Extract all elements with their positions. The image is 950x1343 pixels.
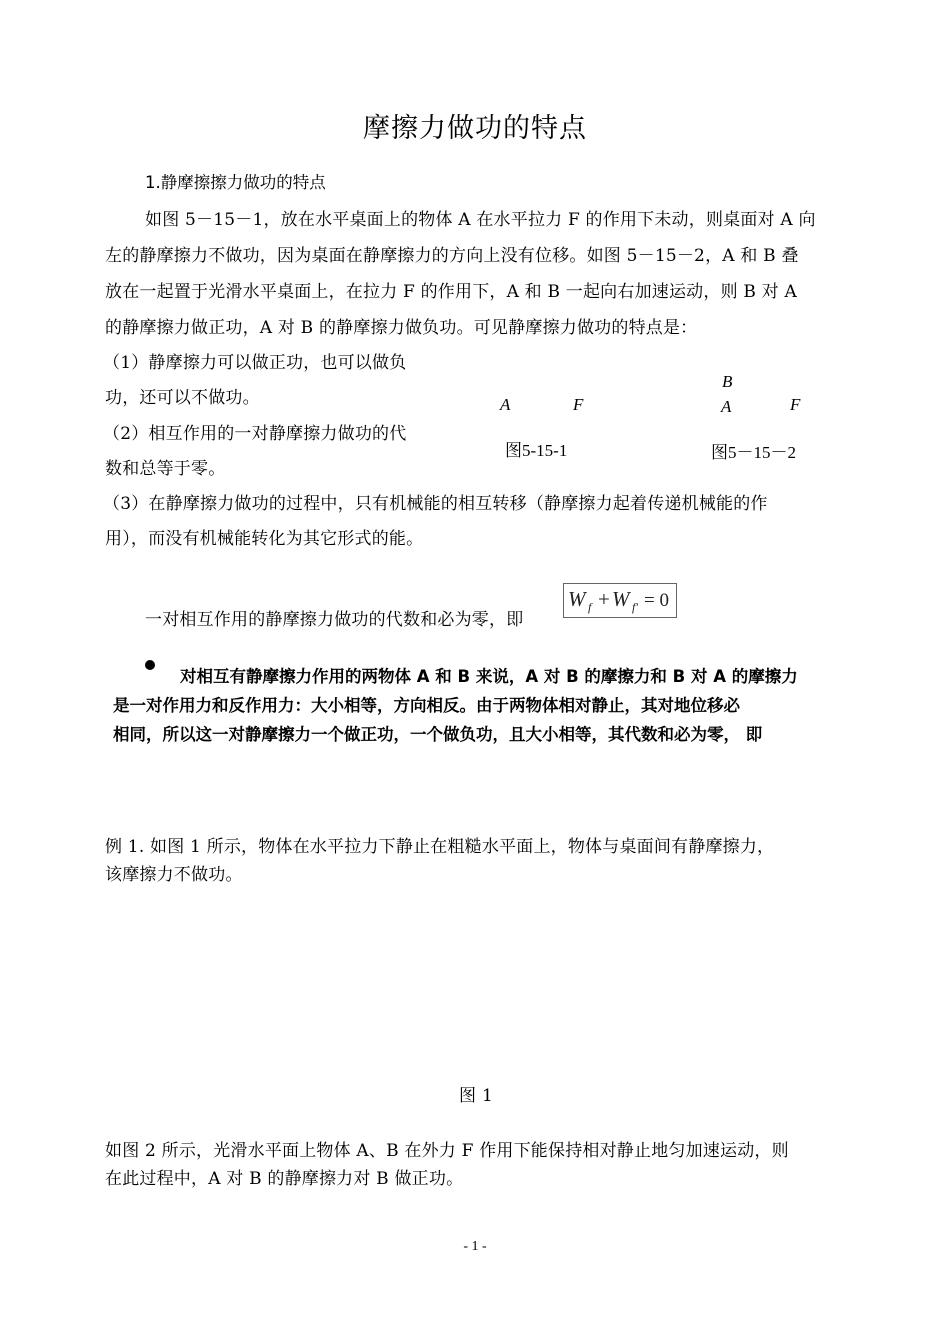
svg-text:f': f': [632, 600, 638, 614]
page-title: 摩擦力做功的特点: [363, 113, 587, 144]
point-line: 数和总等于零。: [105, 459, 226, 479]
figure-label-a: A: [500, 395, 511, 414]
svg-text:+: +: [598, 587, 610, 611]
paragraph-line: 放在一起置于光滑水平桌面上，在拉力 F 的作用下，A 和 B 一起向右加速运动，则 B 对 A: [105, 282, 797, 302]
point-line: （1）静摩擦力可以做正功，也可以做负: [103, 353, 407, 373]
section-heading: 1.静摩擦擦力做功的特点: [145, 173, 326, 192]
figure-1-caption: 图 1: [459, 1086, 494, 1106]
page-number: - 1 -: [463, 1239, 487, 1254]
figure-label-b: B: [722, 372, 733, 391]
bullet-line: 相同，所以这一对静摩擦力一个做正功，一个做负功，且大小相等，其代数和必为零， 即: [113, 725, 763, 744]
figure-label-f: F: [790, 395, 801, 414]
formula-image: [563, 583, 677, 618]
zero-sum-text: 一对相互作用的静摩擦力做功的代数和必为零，即: [145, 610, 524, 630]
paragraph-line: 左的静摩擦力不做功，因为桌面在静摩擦力的方向上没有位移。如图 5－15－2，A 和 B 叠: [105, 246, 799, 266]
svg-text:f: f: [588, 600, 592, 614]
example-line: 例 1. 如图 1 所示，物体在水平拉力下静止在粗糙水平面上，物体与桌面间有静摩擦力，: [105, 837, 775, 857]
point-line: 用），而没有机械能转化为其它形式的能。: [105, 529, 424, 549]
point-line: （2）相互作用的一对静摩擦力做功的代: [103, 424, 407, 444]
svg-text:= 0: = 0: [644, 590, 669, 611]
formula-graphic: [564, 584, 676, 617]
figure-caption: 图5－15－2: [711, 443, 796, 462]
paragraph-line: 如图 5－15－1，放在水平桌面上的物体 A 在水平拉力 F 的作用下未动，则桌面对 A 向: [145, 210, 816, 230]
example-line: 在此过程中，A 对 B 的静摩擦力对 B 做正功。: [105, 1169, 464, 1189]
bullet-icon: [145, 660, 155, 670]
bullet-line: 是一对作用力和反作用力：大小相等，方向相反。由于两物体相对静止，其对地位移必: [113, 696, 740, 715]
figure-caption: 图5-15-1: [505, 441, 568, 460]
bullet-line: 对相互有静摩擦力作用的两物体 A 和 B 来说，A 对 B 的摩擦力和 B 对 A 的摩擦力: [180, 667, 798, 686]
svg-text:W: W: [612, 587, 630, 611]
example-line: 如图 2 所示，光滑水平面上物体 A、B 在外力 F 作用下能保持相对静止地匀加速运动，则: [105, 1141, 789, 1161]
example-line: 该摩擦力不做功。: [105, 865, 243, 885]
point-line: （3）在静摩擦力做功的过程中，只有机械能的相互转移（静摩擦力起着传递机械能的作: [103, 494, 768, 514]
point-line: 功，还可以不做功。: [105, 388, 260, 408]
paragraph-line: 的静摩擦力做正功，A 对 B 的静摩擦力做负功。可见静摩擦力做功的特点是：: [105, 318, 698, 338]
svg-text:W: W: [568, 587, 586, 611]
figure-label-a: A: [721, 397, 732, 416]
figure-label-f: F: [573, 395, 584, 414]
